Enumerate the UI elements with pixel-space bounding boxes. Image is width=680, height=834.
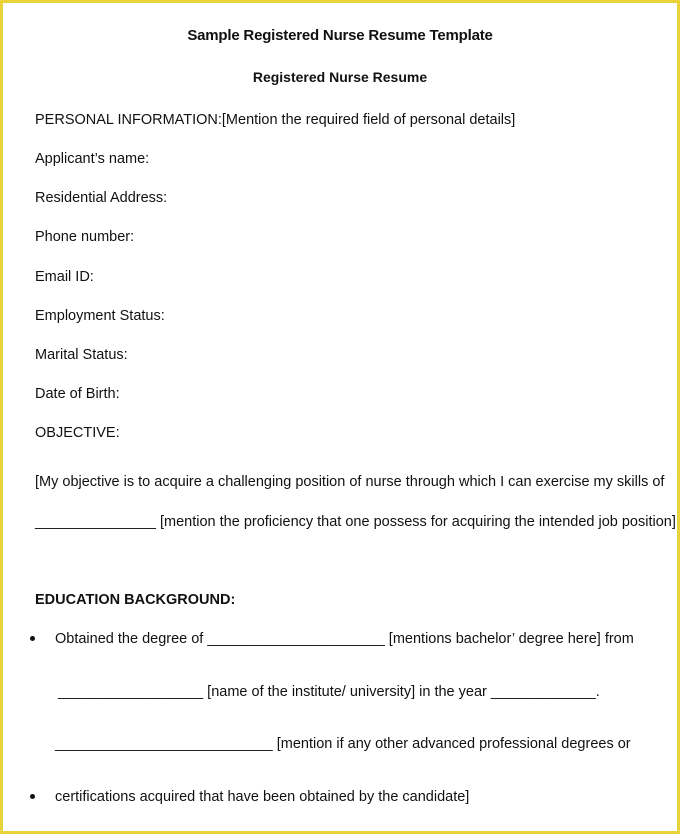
field-email-id: Email ID: [35, 269, 94, 285]
document-subtitle: Registered Nurse Resume [252, 69, 428, 85]
field-phone-number: Phone number: [35, 229, 135, 245]
objective-text-line-1: [My objective is to acquire a challenging position of nurse through which I can exercise my skills of [35, 474, 665, 490]
education-heading: EDUCATION BACKGROUND: [35, 592, 236, 608]
field-employment-status: Employment Status: [35, 308, 165, 324]
objective-heading: OBJECTIVE: [35, 425, 120, 441]
education-text-line-3: ___________________________ [mention if any other advanced professional degrees or [55, 736, 631, 752]
field-date-of-birth: Date of Birth: [35, 386, 120, 402]
bullet-icon [30, 636, 35, 641]
field-marital-status: Marital Status: [35, 347, 128, 363]
education-text-line-2: __________________ [name of the institute/ university] in the year _____________. [58, 684, 600, 700]
document-title: Sample Registered Nurse Resume Template [187, 27, 493, 44]
field-residential-address: Residential Address: [35, 190, 168, 206]
personal-information-heading: PERSONAL INFORMATION:[Mention the required field of personal details] [35, 112, 516, 128]
bullet-icon [30, 794, 35, 799]
objective-text-line-2: _______________ [mention the proficiency that one possess for acquiring the intended job position] [35, 514, 676, 530]
education-text-line-1: Obtained the degree of ______________________ [mentions bachelor’ degree here] from [55, 631, 634, 647]
education-text-line-4: certifications acquired that have been obtained by the candidate] [55, 789, 470, 805]
field-applicant-name: Applicant’s name: [35, 151, 150, 167]
